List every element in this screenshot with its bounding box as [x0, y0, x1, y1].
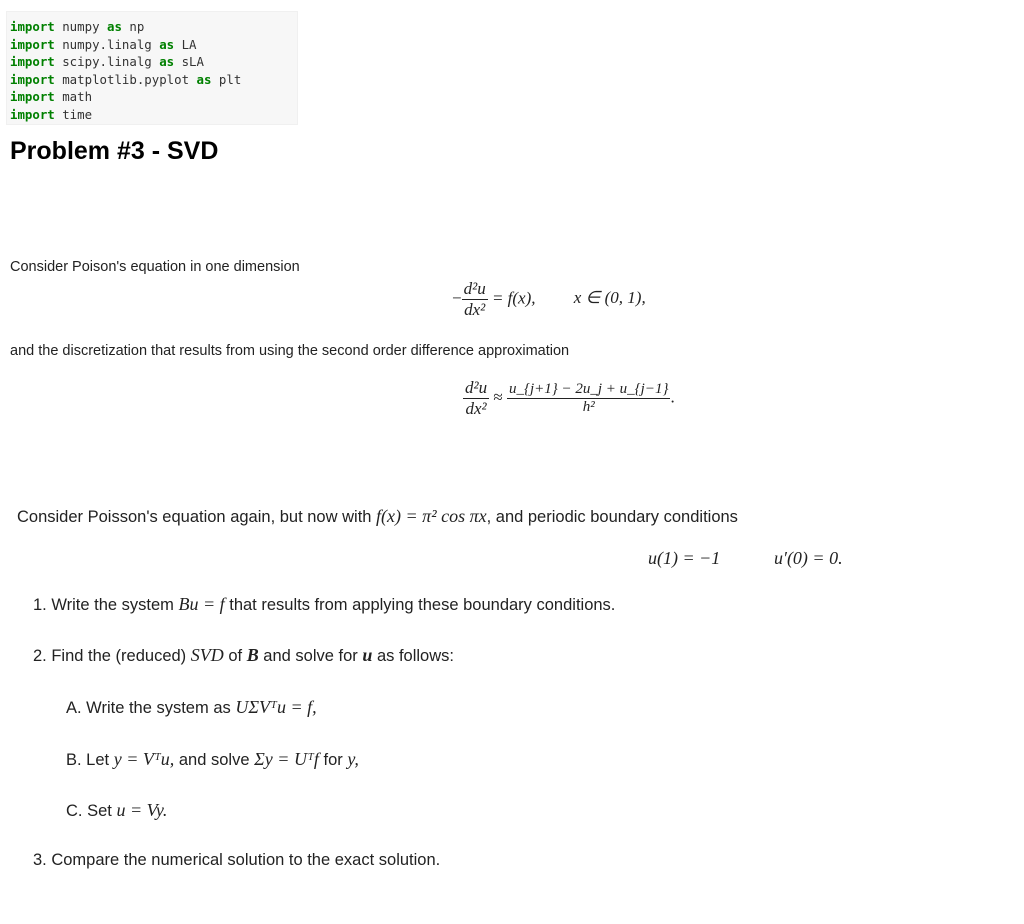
equation-rhs: = f(x),	[491, 288, 536, 308]
itemB-mid: and solve	[174, 751, 255, 769]
itemB-prefix: B. Let	[66, 751, 114, 769]
item1-suffix: that results from applying these boundary conditions.	[224, 596, 616, 614]
boundary-condition-right	[774, 548, 843, 569]
code-cell[interactable]	[6, 11, 298, 125]
list-item-a	[66, 697, 317, 718]
itemB-mid2: for	[318, 751, 348, 769]
list-item-3: 3. Compare the numerical solution to the exact solution.	[33, 851, 441, 869]
rhs-numerator: u_{j+1} − 2u_j + u_{j−1}	[508, 381, 669, 397]
boundary-condition-left	[648, 548, 720, 569]
code-line-6: import time	[10, 106, 93, 122]
lhs-fraction	[463, 378, 489, 419]
item1-math: Bu = f	[178, 594, 225, 614]
code-line-1: import numpy as np	[10, 19, 145, 34]
minus-sign: −	[452, 288, 462, 308]
itemA-prefix: A. Write the system as	[66, 699, 236, 717]
equation-domain: x ∈ (0, 1),	[573, 288, 646, 308]
itemA-math: UΣVᵀu = f,	[235, 697, 317, 717]
paragraph-suffix: , and periodic boundary conditions	[486, 508, 738, 526]
item2-mid: of	[223, 647, 247, 665]
approx-sign: ≈	[493, 387, 503, 407]
fraction-numerator: d²u	[463, 279, 486, 298]
second-derivative-fraction	[462, 279, 488, 320]
rhs-fraction	[507, 381, 671, 416]
item2-svd: SVD	[190, 645, 224, 665]
code-line-3: import scipy.linalg as sLA	[10, 54, 204, 69]
itemC-prefix: C. Set	[66, 802, 117, 820]
itemC-math: u = Vy.	[116, 800, 168, 820]
lhs-denominator: dx²	[463, 398, 489, 419]
code-line-5: import math	[10, 89, 93, 104]
paragraph-prefix: Consider Poisson's equation again, but now with	[17, 508, 377, 526]
period: .	[670, 387, 675, 407]
code-line-4: import matplotlib.pyplot as plt	[10, 71, 242, 87]
lhs-numerator: d²u	[465, 378, 488, 397]
bc-right-text: u′(0) = 0.	[774, 548, 843, 568]
difference-approximation	[463, 378, 675, 419]
list-item-2	[33, 645, 454, 666]
item2-prefix: 2. Find the (reduced)	[33, 647, 191, 665]
itemB-math3: y,	[347, 749, 359, 769]
intro-paragraph: Consider Poison's equation in one dimension	[10, 259, 300, 275]
item2-unknown: u	[362, 645, 373, 665]
itemB-math2: Σy = Uᵀf	[254, 749, 319, 769]
poisson-equation	[452, 279, 646, 320]
rhs-denominator: h²	[507, 398, 671, 416]
bc-left-text: u(1) = −1	[648, 548, 721, 568]
list-item-c	[66, 800, 167, 821]
discretization-paragraph: and the discretization that results from using the second order difference approximation	[10, 343, 570, 359]
list-item-b	[66, 749, 359, 770]
fraction-denominator: dx²	[462, 299, 488, 320]
itemB-math1: y = Vᵀu,	[113, 749, 175, 769]
item2-mid2: and solve for	[258, 647, 363, 665]
item2-suffix: as follows:	[372, 647, 454, 665]
item1-prefix: 1. Write the system	[33, 596, 179, 614]
problem-heading: Problem #3 - SVD	[10, 137, 219, 165]
code-line-2: import numpy.linalg as LA	[10, 36, 197, 52]
item2-matrix: B	[246, 645, 259, 665]
periodic-paragraph	[17, 506, 738, 527]
forcing-function: f(x) = π² cos πx	[376, 506, 487, 526]
list-item-1	[33, 594, 615, 615]
